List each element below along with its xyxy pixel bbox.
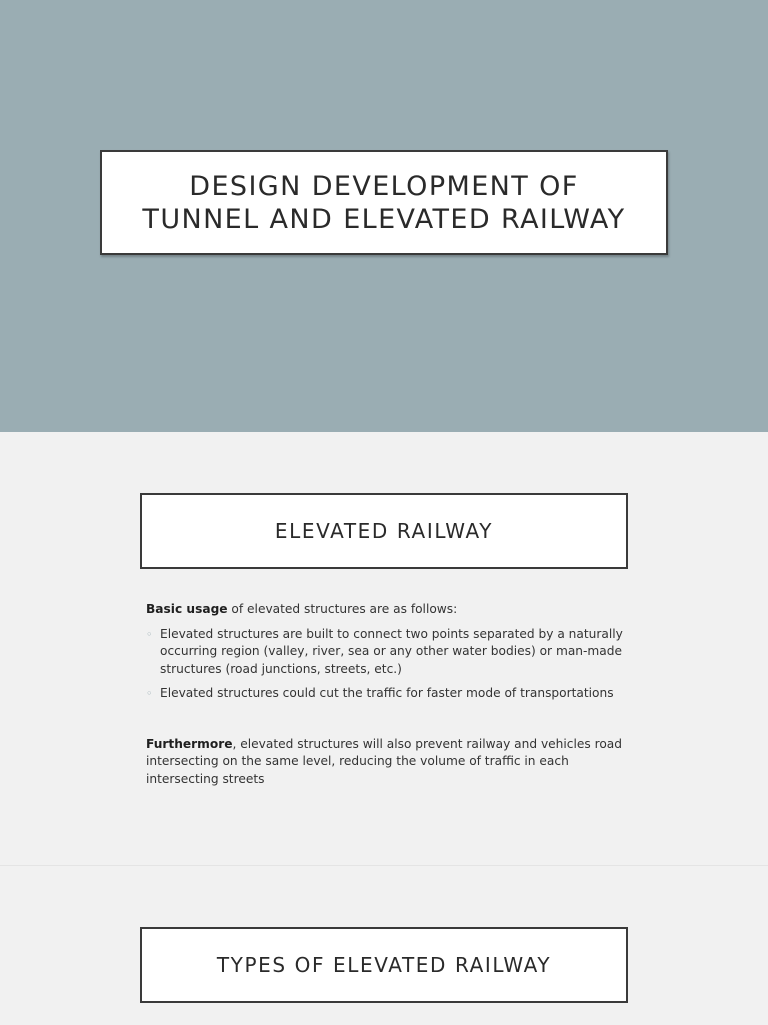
slide-heading: ELEVATED RAILWAY: [274, 519, 494, 543]
presentation-title: [142, 170, 625, 236]
bullet-list: [146, 626, 626, 703]
bullet-text: Elevated structures could cut the traffic for faster mode of transportations: [160, 686, 614, 700]
next-slide-types: [0, 866, 768, 1025]
furthermore-paragraph: [146, 736, 626, 789]
para-text: , elevated structures will also prevent railway and vehicles road intersecting on the same level, reducing the volume of traffic in each intersecting streets: [146, 736, 622, 786]
list-item: [146, 626, 626, 679]
slide-body: [146, 601, 626, 788]
slide-heading: TYPES OF ELEVATED RAILWAY: [216, 953, 552, 977]
bullet-text: Elevated structures are built to connect two points separated by a naturally occurring region (valley, river, sea or any other water bodies) or man-made structures (road junctions, streets, etc.): [160, 626, 623, 676]
bullet-icon: ◦: [146, 627, 153, 641]
heading-box: [140, 927, 628, 1003]
list-item: [146, 685, 626, 703]
title-line-2: TUNNEL AND ELEVATED RAILWAY: [142, 203, 626, 235]
heading-box: [140, 493, 628, 569]
intro-paragraph: [146, 601, 626, 619]
intro-text: of elevated structures are as follows:: [227, 602, 458, 616]
content-slide-elevated-railway: [0, 432, 768, 866]
para-bold: Furthermore: [146, 736, 233, 751]
title-box: [100, 150, 668, 255]
intro-bold: Basic usage: [146, 602, 228, 616]
title-line-1: DESIGN DEVELOPMENT OF: [189, 170, 579, 202]
title-slide: [0, 0, 768, 432]
bullet-icon: ◦: [146, 687, 153, 700]
